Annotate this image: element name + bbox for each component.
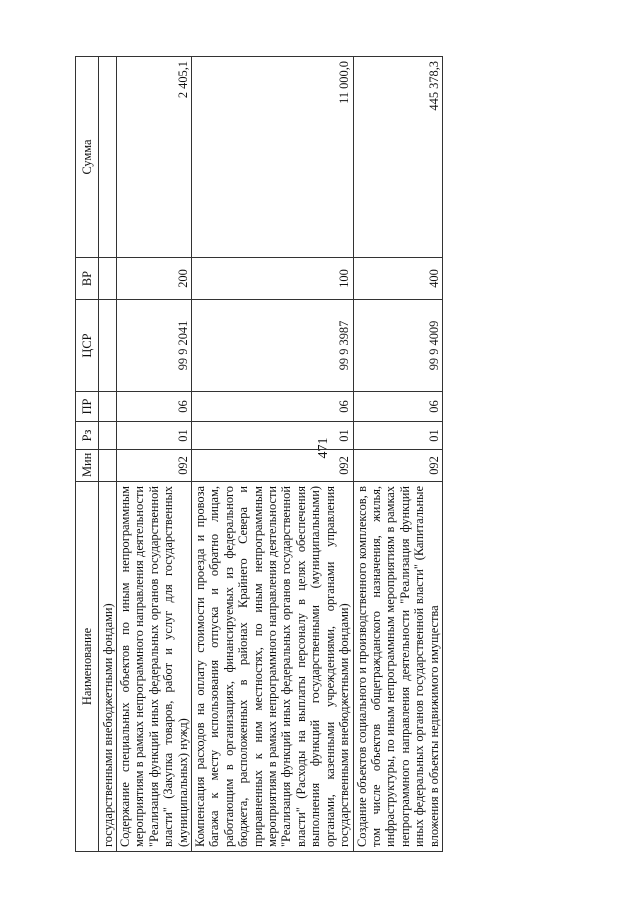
page-number: 471 bbox=[316, 437, 331, 459]
row-sum: 11 000,0 bbox=[192, 57, 353, 258]
row-name: Создание объектов социального и производственного комплексов, в том числе объектов общегражданского назначения, жилья, инфраструктуры, по иным непрограммным мероприятиям в рамках непрограммного направления деятельности "Реализация функций иных федеральных органов государственной власти" (Капитальные вложения в объекты недвижимого имущества bbox=[353, 482, 442, 852]
row-vr: 200 bbox=[117, 258, 192, 300]
row-csr: 99 9 3987 bbox=[192, 300, 353, 392]
row-min: 092 bbox=[117, 450, 192, 482]
header-name: Наименование bbox=[76, 482, 99, 852]
row-min: 092 bbox=[353, 450, 442, 482]
table-row bbox=[353, 57, 442, 852]
row-pr: 06 bbox=[192, 392, 353, 422]
row-rz: 01 bbox=[353, 422, 442, 450]
header-vr: ВР bbox=[76, 258, 99, 300]
budget-table bbox=[75, 56, 443, 852]
header-rz: Рз bbox=[76, 422, 99, 450]
row-min: 092 bbox=[192, 450, 353, 482]
table-header-row bbox=[76, 57, 99, 852]
continuation-row bbox=[99, 57, 117, 852]
row-pr: 06 bbox=[117, 392, 192, 422]
table-row bbox=[117, 57, 192, 852]
row-sum: 445 378,3 bbox=[353, 57, 442, 258]
rotated-page bbox=[75, 57, 603, 852]
row-pr: 06 bbox=[353, 392, 442, 422]
row-csr: 99 9 2041 bbox=[117, 300, 192, 392]
header-min: Мин bbox=[76, 450, 99, 482]
header-csr: ЦСР bbox=[76, 300, 99, 392]
header-sum: Сумма bbox=[76, 57, 99, 258]
row-rz: 01 bbox=[192, 422, 353, 450]
row-vr: 100 bbox=[192, 258, 353, 300]
row-sum: 2 405,1 bbox=[117, 57, 192, 258]
row-vr: 400 bbox=[353, 258, 442, 300]
row-name: Содержание специальных объектов по иным непрограммным мероприятиям в рамках непрограммного направления деятельности "Реализация функций иных федеральных органов государственной власти" (Закупка товаров, работ и услуг для государственных (муниципальных) нужд) bbox=[117, 482, 192, 852]
row-csr: 99 9 4009 bbox=[353, 300, 442, 392]
table-row bbox=[192, 57, 353, 852]
continuation-text: государственными внебюджетными фондами) bbox=[99, 482, 117, 852]
header-pr: ПР bbox=[76, 392, 99, 422]
row-rz: 01 bbox=[117, 422, 192, 450]
row-name: Компенсация расходов на оплату стоимости проезда и провоза багажа к месту использования отпуска и обратно лицам, работающим в организациях, финансируемых из федерального бюджета, расположенных в районах Крайнего Севера и приравненных к ним местностях, по иным непрограммным мероприятиям в рамках непрограммного направления деятельности "Реализация функций иных федеральных органов государственной власти" (Расходы на выплаты персоналу в целях обеспечения выполнения функций государственными (муниципальными) органами, казенными учреждениями, органами управления государственными внебюджетными фондами) bbox=[192, 482, 353, 852]
